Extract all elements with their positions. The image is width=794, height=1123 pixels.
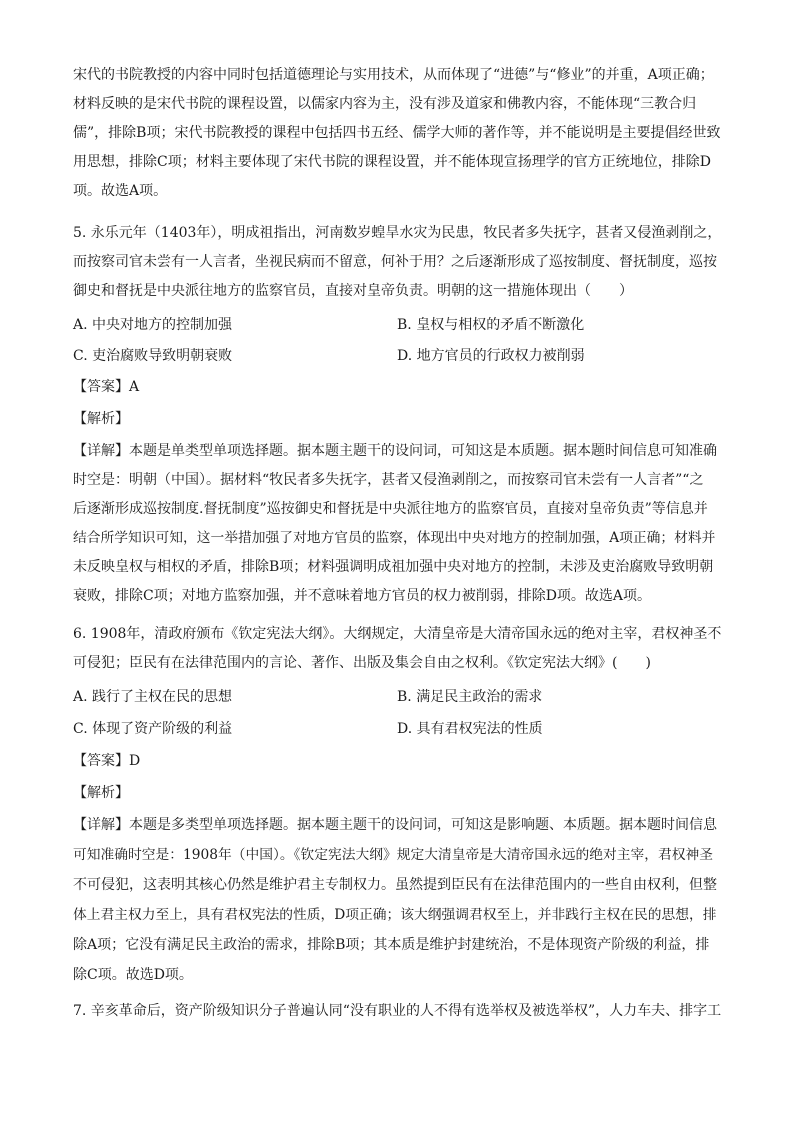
detail-line: 可知准确时空是：1908年（中国）。《钦定宪法大纲》规定大清皇帝是大清帝国永远的绝对主宰，君权神圣 [73, 847, 713, 863]
question-stem-line: 6. 1908年，清政府颁布《钦定宪法大纲》。大纲规定，大清皇帝是大清帝国永远的绝对主宰，君权神圣不 [73, 626, 722, 642]
text-line: 项。故选A项。 [73, 183, 168, 199]
text-line: 材料反映的是宋代书院的课程设置，以儒家内容为主，没有涉及道家和佛教内容，不能体现“三教合归 [73, 96, 697, 112]
detail-line: 未反映皇权与相权的矛盾，排除B项；材料强调明成祖加强中央对地方的控制，未涉及吏治腐败导致明朝 [73, 559, 714, 575]
analysis-label: 【解析】 [73, 411, 129, 427]
detail-line: 结合所学知识可知，这一举措加强了对地方官员的监察，体现出中央对地方的控制加强，A项正确；材料并 [73, 530, 716, 546]
detail-line: 除A项；它没有满足民主政治的需求，排除B项；其本质是维护封建统治，不是体现资产阶级的利益，排 [73, 937, 710, 953]
detail-line: 衰败，排除C项；对地方监察加强，并不意味着地方官员的权力被削弱，排除D项。故选A项。 [73, 588, 652, 604]
answer-label: 【答案】D [73, 753, 141, 769]
text-line: 用思想，排除C项；材料主要体现了宋代书院的课程设置，并不能体现宣扬理学的官方正统地位，排除D [73, 154, 711, 170]
detail-line: 时空是：明朝（中国）。据材料“牧民者多失抚字，甚者又侵渔剥削之，而按察司官未尝有一人言者”“之 [73, 472, 704, 488]
text-line: 儒”，排除B项；宋代书院教授的课程中包括四书五经、儒学大师的著作等，并不能说明是主要提倡经世致 [73, 125, 721, 141]
detail-line: 除C项。故选D项。 [73, 967, 193, 983]
option-b: B. 满足民主政治的需求 [397, 689, 543, 705]
option-a: A. 践行了主权在民的思想 [73, 689, 233, 705]
detail-line: 后逐渐形成巡按制度.督抚制度”巡按御史和督抚是中央派往地方的监察官员，直接对皇帝负责”等信息并 [73, 501, 708, 517]
option-d: D. 具有君权宪法的性质 [397, 721, 543, 737]
option-c: C. 吏治腐败导致明朝衰败 [73, 348, 233, 364]
question-stem-line: 可侵犯；臣民有在法律范围内的言论、著作、出版及集会自由之权利。《钦定宪法大纲》( ) [73, 655, 651, 671]
option-a: A. 中央对地方的控制加强 [73, 317, 233, 333]
option-b: B. 皇权与相权的矛盾不断激化 [397, 317, 585, 333]
question-stem-line: 御史和督抚是中央派往地方的监察官员，直接对皇帝负责。明朝的这一措施体现出（ ） [73, 283, 633, 299]
detail-line: 不可侵犯，这表明其核心仍然是维护君主专制权力。虽然提到臣民有在法律范围内的一些自由权利，但整 [73, 877, 717, 893]
answer-label: 【答案】A [73, 379, 140, 395]
analysis-label: 【解析】 [73, 785, 129, 801]
question-stem-line: 而按察司官未尝有一人言者，坐视民病而不留意，何补于用？之后逐渐形成了巡按制度、督抚制度，巡按 [73, 254, 717, 270]
option-d: D. 地方官员的行政权力被削弱 [397, 348, 585, 364]
question-stem-line: 5. 永乐元年（1403年），明成祖指出，河南数岁蝗旱水灾为民患，牧民者多失抚字，甚者又侵渔剥削之， [73, 225, 722, 241]
detail-line: 【详解】本题是单类型单项选择题。据本题主题干的设问词，可知这是本质题。据本题时间信息可知准确 [73, 443, 717, 459]
detail-line: 体上君主权力至上，具有君权宪法的性质，D项正确；该大纲强调君权至上，并非践行主权在民的思想，排 [73, 907, 717, 923]
detail-line: 【详解】本题是多类型单项选择题。据本题主题干的设问词，可知这是影响题、本质题。据本题时间信息 [73, 817, 717, 833]
option-c: C. 体现了资产阶级的利益 [73, 721, 233, 737]
question-stem-line: 7. 辛亥革命后，资产阶级知识分子普遍认同“没有职业的人不得有选举权及被选举权”，人力车夫、排字工 [73, 1003, 722, 1019]
text-line: 宋代的书院教授的内容中同时包括道德理论与实用技术，从而体现了“进德”与“修业”的并重，A项正确； [73, 67, 714, 83]
